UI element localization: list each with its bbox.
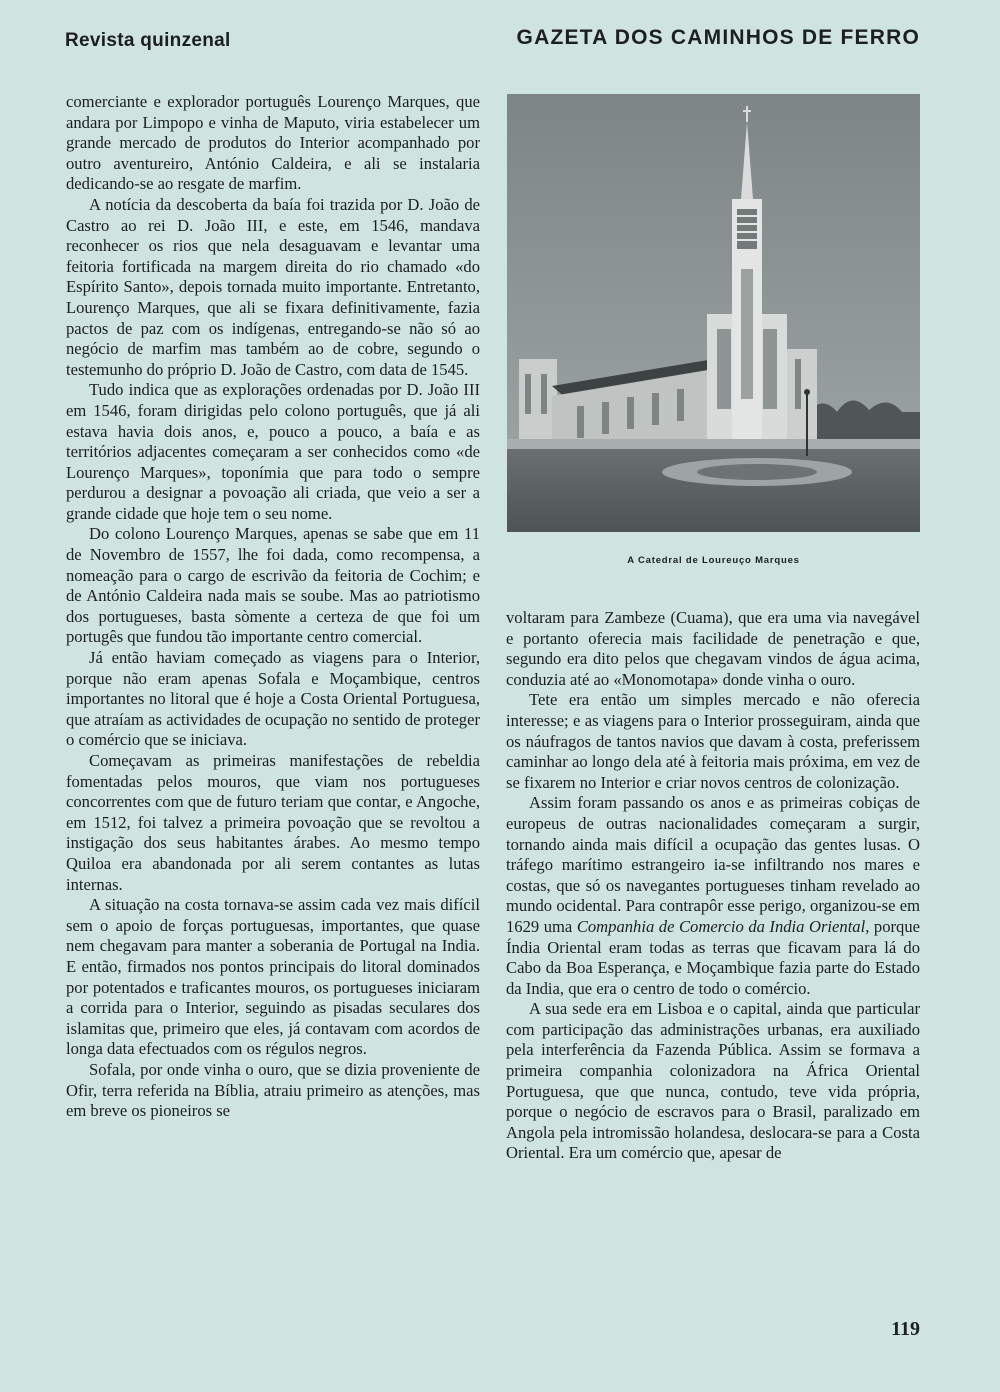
- left-column: [66, 92, 480, 1122]
- paragraph: Tete era então um simples mercado e não oferecia interesse; e as viagens para o Interior prosseguiram, ainda que os náufragos de tantos navios que davam à costa, preferissem caminhar ao longo dela até à feitoria mais próxima, em vez de se fixarem no Interior e criar novos centros de colonização.: [506, 690, 920, 792]
- paragraph: Já então haviam começado as viagens para o Interior, porque não eram apenas Sofala e Moçambique, centros importantes no litoral que é hoje a Costa Oriental Portuguesa, que atraíam as actividades de ocupação no sentido de proteger o comércio que se iniciava.: [66, 648, 480, 750]
- right-column: [506, 608, 920, 1164]
- company-name-italic: Companhia de Comercio da India Oriental,: [576, 916, 870, 936]
- running-header-left: Revista quinzenal: [65, 30, 231, 51]
- paragraph: comerciante e explorador português Lourenço Marques, que andara por Limpopo e vinha de Maputo, viria estabelecer um grande mercado de produtos do Interior acompanhado por outro aventureiro, António Caldeira, e ali se instalaria dedicando-se ao resgate de marfim.: [66, 92, 480, 194]
- paragraph: [506, 793, 920, 999]
- cathedral-photo: [507, 94, 920, 532]
- paragraph-text: porque Índia Oriental eram todas as terras que ficavam para lá do Cabo da Boa Esperança, e Moçambique fazia parte do Estado da India, que era o centro de todo o comércio.: [506, 916, 920, 998]
- paragraph-text: Assim foram passando os anos e as primeiras cobiças de europeus de outras nacionalidades começaram a surgir, tornando ainda mais difícil a ocupação das gentes lusas. O tráfego marítimo estrangeiro ia-se infiltrando nos mares e costas, que só os navegantes portugueses tinham revelado ao mundo ocidental. Para contrapôr esse perigo, organizou-se em 1629 uma: [506, 793, 920, 936]
- publication-title: GAZETA DOS CAMINHOS DE FERRO: [516, 26, 920, 49]
- paragraph: Começavam as primeiras manifestações de rebeldia fomentadas pelos mouros, que viam nos portugueses concorrentes com que de futuro teriam que contar, e Angoche, em 1512, foi talvez a primeira povoação que se revoltou a instigação dos seus habitantes árabes. Ao mesmo tempo Quiloa era abandonada por ali serem contantes as lutas internas.: [66, 751, 480, 894]
- paragraph: A sua sede era em Lisboa e o capital, ainda que particular com participação das administrações urbanas, era auxiliado pela interferência da Fazenda Pública. Assim se formava a primeira companhia colonizadora na África Oriental Portuguesa, que que nunca, contudo, teve vida própria, porque o negócio de escravos para o Brasil, paralizado em Angola pela intromissão holandesa, deslocara-se para a Costa Oriental. Era um comércio que, apesar de: [506, 999, 920, 1163]
- page-number: 119: [891, 1318, 920, 1340]
- paragraph: Tudo indica que as explorações ordenadas por D. João III em 1546, foram dirigidas pelo colono português, que já ali estava havia dois anos, e, pouco a pouco, a baía e as territórios adjacentes começaram a ser conhecidos como «de Lourenço Marques», toponímia que para todo o sempre perdurou a designar a povoação ali criada, que veio a ser a grande cidade que hoje tem o seu nome.: [66, 380, 480, 523]
- paragraph: Do colono Lourenço Marques, apenas se sabe que em 11 de Novembro de 1557, lhe foi dada, como recompensa, a nomeação para o cargo de escrivão da feitoria de Cochim; e de António Caldeira nada mais se soube. Mas ao patriotismo dos portugueses, basta sòmente a certeza de que foi um portugês que fundou tão importante centro comercial.: [66, 524, 480, 647]
- photo-caption: A Catedral de Loureuço Marques: [627, 555, 800, 566]
- paragraph: A notícia da descoberta da baía foi trazida por D. João de Castro ao rei D. João III, e este, em 1546, mandava reconhecer os rios que nela desaguavam e levantar uma feitoria fortificada na margem direita do rio chamado «do Espírito Santo», depois tornada muito importante. Entretanto, Lourenço Marques, que ali se fixara definitivamente, fazia pactos de paz com os indígenas, entregando-se não só ao negócio de marfim mas também ao de cobre, segundo o testemunho do próprio D. João de Castro, com data de 1545.: [66, 194, 480, 379]
- paragraph: Sofala, por onde vinha o ouro, que se dizia proveniente de Ofir, terra referida na Bíblia, atraiu primeiro as atenções, mas em breve os pioneiros se: [66, 1059, 480, 1121]
- paragraph: voltaram para Zambeze (Cuama), que era uma via navegável e portanto oferecia mais facilidade de penetração e que, segundo era dito pelos que chegavam vindos de água acima, conduzia até ao «Monomotapa» donde vinha o ouro.: [506, 608, 920, 689]
- paragraph: A situação na costa tornava-se assim cada vez mais difícil sem o apoio de forças portuguesas, importantes, que quase nem chegavam para manter a soberania de Portugal na India. E então, firmados nos pontos principais do litoral dominados por potentados e traficantes mouros, os portugueses iniciaram a corrida para o Interior, seguindo as pisadas seculares dos islamitas que, primeiro que eles, já contavam com acordos de longa data efectuados com os régulos negros.: [66, 895, 480, 1059]
- cathedral-photo-icon: [507, 94, 920, 532]
